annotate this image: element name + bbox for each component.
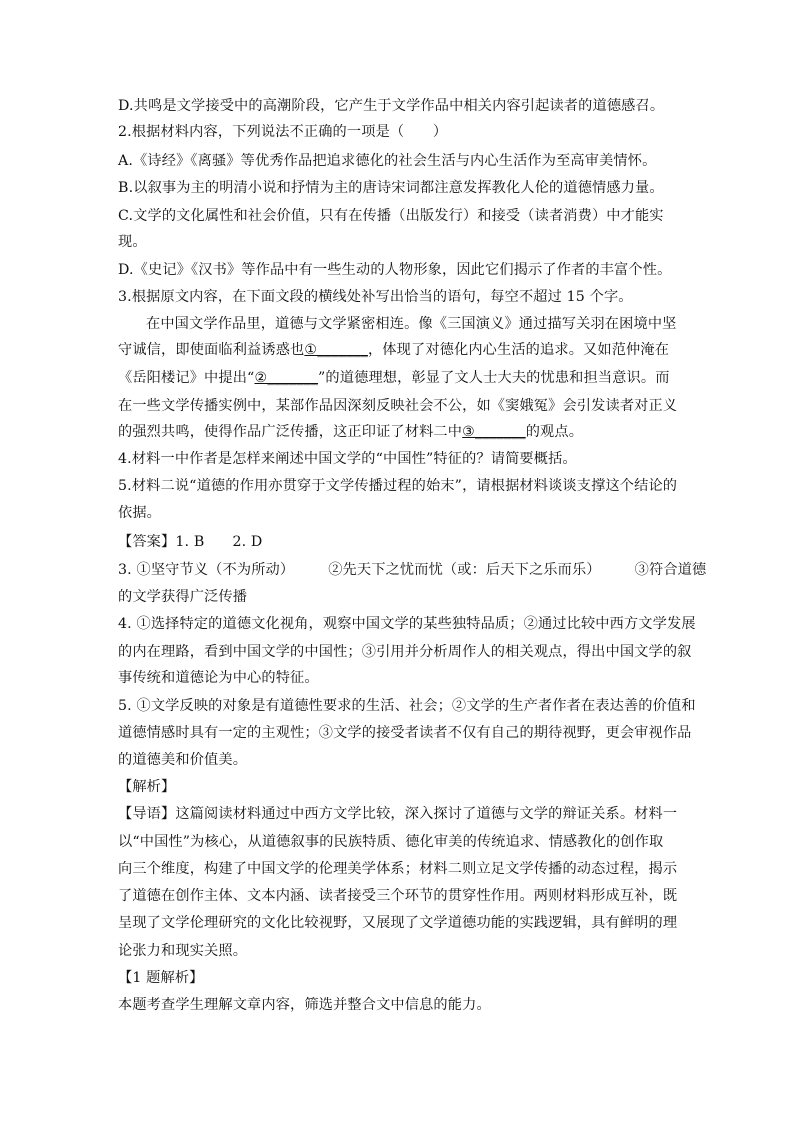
answer-4-line-3: 事传统和道德论为中心的特征。: [118, 670, 319, 686]
answer-3-part1: 3. ①坚守节义（不为所动）: [118, 562, 295, 578]
answer-5-line-2: 道德情感时具有一定的主观性；③文学的接受者读者不仅有自己的期待视野，更会审视作品: [118, 725, 692, 741]
passage-text: 守诚信，即使面临利益诱惑也: [118, 342, 305, 358]
analysis-heading: 【解析】: [118, 779, 176, 795]
passage-text: ”的道德理想，彰显了文人士大夫的忧患和担当意识。而: [318, 370, 670, 386]
intro-line-1: 【导语】这篇阅读材料通过中西方文学比较，深入探讨了道德与文学的辩证关系。材料一: [118, 806, 678, 822]
question-4: 4.材料一中作者是怎样来阐述中国文学的“中国性”特征的？请简要概括。: [118, 451, 577, 467]
passage-text: 的强烈共鸣，使得作品广泛传播，这正印证了材料二中: [118, 424, 463, 440]
question-3: 3.根据原文内容，在下面文段的横线处补写出恰当的语句，每空不超过 15 个字。: [118, 289, 633, 305]
option-c-cont: 现。: [118, 234, 147, 250]
option-c: C.文学的文化属性和社会价值，只有在传播（出版发行）和接受（读者消费）中才能实: [118, 208, 664, 224]
question-5: 5.材料二说“道德的作用亦贯穿于文学传播过程的始末”，请根据材料谈谈支撑这个结论的: [118, 478, 678, 494]
question-2: 2.根据材料内容，下列说法不正确的一项是（ ）: [118, 124, 448, 140]
option-a: A.《诗经》《离骚》等优秀作品把追求德化的社会生活与内心生活作为至高审美情怀。: [118, 153, 657, 169]
blank-3: ③_______: [462, 424, 526, 440]
intro-line-2: 以“中国性”为核心，从道德叙事的民族特质、德化审美的传统追求、情感教化的创作取: [118, 834, 664, 850]
answer-3-part3: ③符合道德: [634, 562, 707, 578]
q1-analysis-heading: 【1 题解析】: [118, 970, 204, 986]
passage-line-1: 在中国文学作品里，道德与文学紧密相连。像《三国演义》通过描写关羽在困境中坚: [146, 316, 677, 332]
passage-text: ，体现了对德化内心生活的追求。又如范仲淹在: [367, 342, 670, 358]
answer-5-line-3: 的道德美和价值美。: [118, 752, 248, 768]
answer-2: 2. D: [232, 534, 263, 550]
answer-3-part2: ②先天下之忧而忧（或：后天下之乐而乐）: [328, 562, 601, 578]
blank-2: ②_______: [254, 370, 319, 386]
answer-3-cont: 的文学获得广泛传播: [118, 589, 248, 605]
answer-3-line: [118, 560, 706, 580]
answer-label: 【答案】1. B: [118, 534, 205, 550]
option-d: D.《史记》《汉书》等作品中有一些生动的人物形象，因此它们揭示了作者的丰富个性。: [118, 262, 672, 278]
answer-5-line-1: 5. ①文学反映的对象是有道德性要求的生活、社会；②文学的生产者作者在表达善的价值和: [118, 698, 696, 714]
passage-text: 的观点。: [525, 424, 584, 440]
passage-line-2: [118, 340, 669, 360]
option-d-line: D.共鸣是文学接受中的高潮阶段，它产生于文学作品中相关内容引起读者的道德感召。: [118, 98, 665, 114]
answer-4-line-2: 的内在理路，看到中国文学的中国性；③引用并分析周作人的相关观点，得出中国文学的叙: [118, 644, 692, 660]
answer-line: [118, 532, 262, 552]
passage-text: 《岳阳楼记》中提出“: [118, 370, 255, 386]
blank-1: ①_______: [304, 342, 368, 358]
option-b: B.以叙事为主的明清小说和抒情为主的唐诗宋词都注意发挥教化人伦的道德情感力量。: [118, 180, 664, 196]
question-5-cont: 依据。: [118, 505, 162, 521]
q1-analysis-text: 本题考查学生理解文章内容，筛选并整合文中信息的能力。: [118, 997, 491, 1013]
intro-line-3: 向三个维度，构建了中国文学的伦理美学体系；材料二则立足文学传播的动态过程，揭示: [118, 861, 678, 877]
intro-line-5: 呈现了文学伦理研究的文化比较视野，又展现了文学道德功能的实践逻辑，具有鲜明的理: [118, 915, 678, 931]
passage-line-5: [118, 422, 583, 442]
passage-line-3: [118, 368, 670, 388]
intro-line-6: 论张力和现实关照。: [118, 943, 248, 959]
intro-line-4: 了道德在创作主体、文本内涵、读者接受三个环节的贯穿性作用。两则材料形成互补，既: [118, 888, 678, 904]
passage-line-4: 在一些文学传播实例中，某部作品因深刻反映社会不公，如《窦娥冤》会引发读者对正义: [118, 398, 678, 414]
answer-4-line-1: 4. ①选择特定的道德文化视角，观察中国文学的某些独特品质；②通过比较中西方文学发展: [118, 616, 696, 632]
